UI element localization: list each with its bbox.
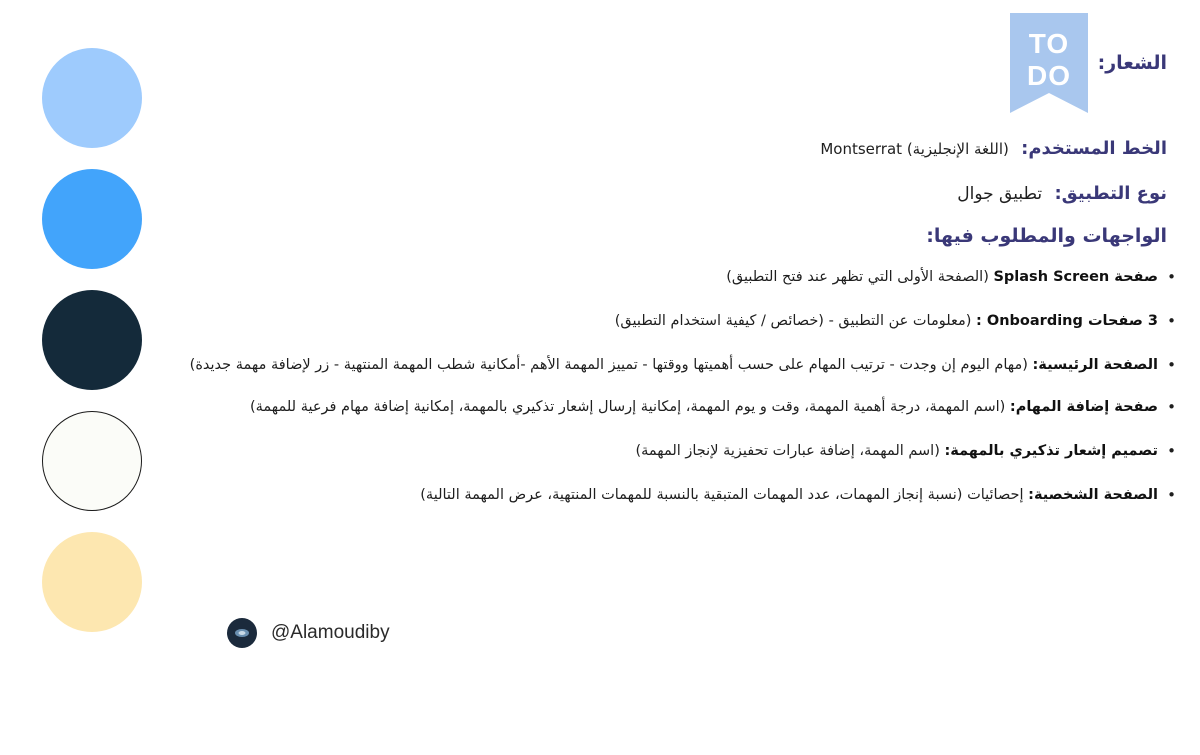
logo-label: الشعار: — [1097, 52, 1167, 74]
item-title: صفحة Splash Screen — [993, 269, 1158, 285]
handle-text: @Alamoudiby — [271, 622, 390, 643]
item-text: إحصائيات (نسبة إنجاز المهمات، عدد المهمات المتبقية بالنسبة للمهمات المنتهية، عرض المهمة التالية) — [420, 487, 1029, 503]
list-item — [158, 396, 1158, 418]
list-item — [158, 266, 1158, 288]
font-value: (اللغة الإنجليزية) Montserrat — [820, 140, 1009, 158]
screens-list — [158, 266, 1158, 528]
app-type-heading — [957, 183, 1167, 204]
svg-text:TO: TO — [1028, 28, 1070, 59]
item-title: صفحة إضافة المهام: — [1009, 399, 1158, 415]
screens-heading — [926, 225, 1167, 247]
font-heading — [820, 138, 1167, 159]
color-swatch-navy — [42, 290, 142, 390]
item-text: (اسم المهمة، درجة أهمية المهمة، وقت و يوم المهمة، إمكانية إرسال إشعار تذكيري بالمهمة، إمكانية إضافة مهام فرعية للمهمة) — [249, 399, 1010, 415]
font-label: الخط المستخدم: — [1021, 138, 1167, 159]
color-swatch-light-blue — [42, 48, 142, 148]
todo-logo — [1010, 13, 1088, 113]
item-text: (معلومات عن التطبيق - (خصائص / كيفية استخدام التطبيق) — [614, 313, 977, 329]
svg-text:DO: DO — [1027, 60, 1071, 91]
item-text: (اسم المهمة، إضافة عبارات تحفيزية لإنجاز المهمة) — [635, 443, 945, 459]
avatar — [227, 618, 257, 648]
color-swatch-cream — [42, 532, 142, 632]
item-title: 3 صفحات Onboarding : — [976, 313, 1158, 329]
logo-heading — [1098, 52, 1167, 74]
color-swatch-white — [42, 411, 142, 511]
item-text: (الصفحة الأولى التي تظهر عند فتح التطبيق) — [726, 269, 994, 285]
list-item — [158, 484, 1158, 506]
author-handle[interactable] — [227, 618, 390, 648]
list-item — [158, 310, 1158, 332]
color-swatch-blue — [42, 169, 142, 269]
avatar-icon — [233, 627, 251, 639]
item-text: (مهام اليوم إن وجدت - ترتيب المهام على حسب أهميتها ووقتها - تمييز المهمة الأهم -أمكانية شطب المهمة المنتهية - زر لإضافة مهمة جديدة) — [189, 357, 1033, 373]
list-item — [158, 354, 1158, 376]
app-type-value: تطبيق جوال — [957, 184, 1043, 204]
item-title: الصفحة الشخصية: — [1028, 487, 1158, 503]
list-item — [158, 440, 1158, 462]
app-type-label: نوع التطبيق: — [1054, 183, 1167, 204]
screens-label: الواجهات والمطلوب فيها: — [926, 225, 1167, 247]
item-title: تصميم إشعار تذكيري بالمهمة: — [944, 443, 1158, 459]
item-title: الصفحة الرئيسية: — [1032, 357, 1158, 373]
